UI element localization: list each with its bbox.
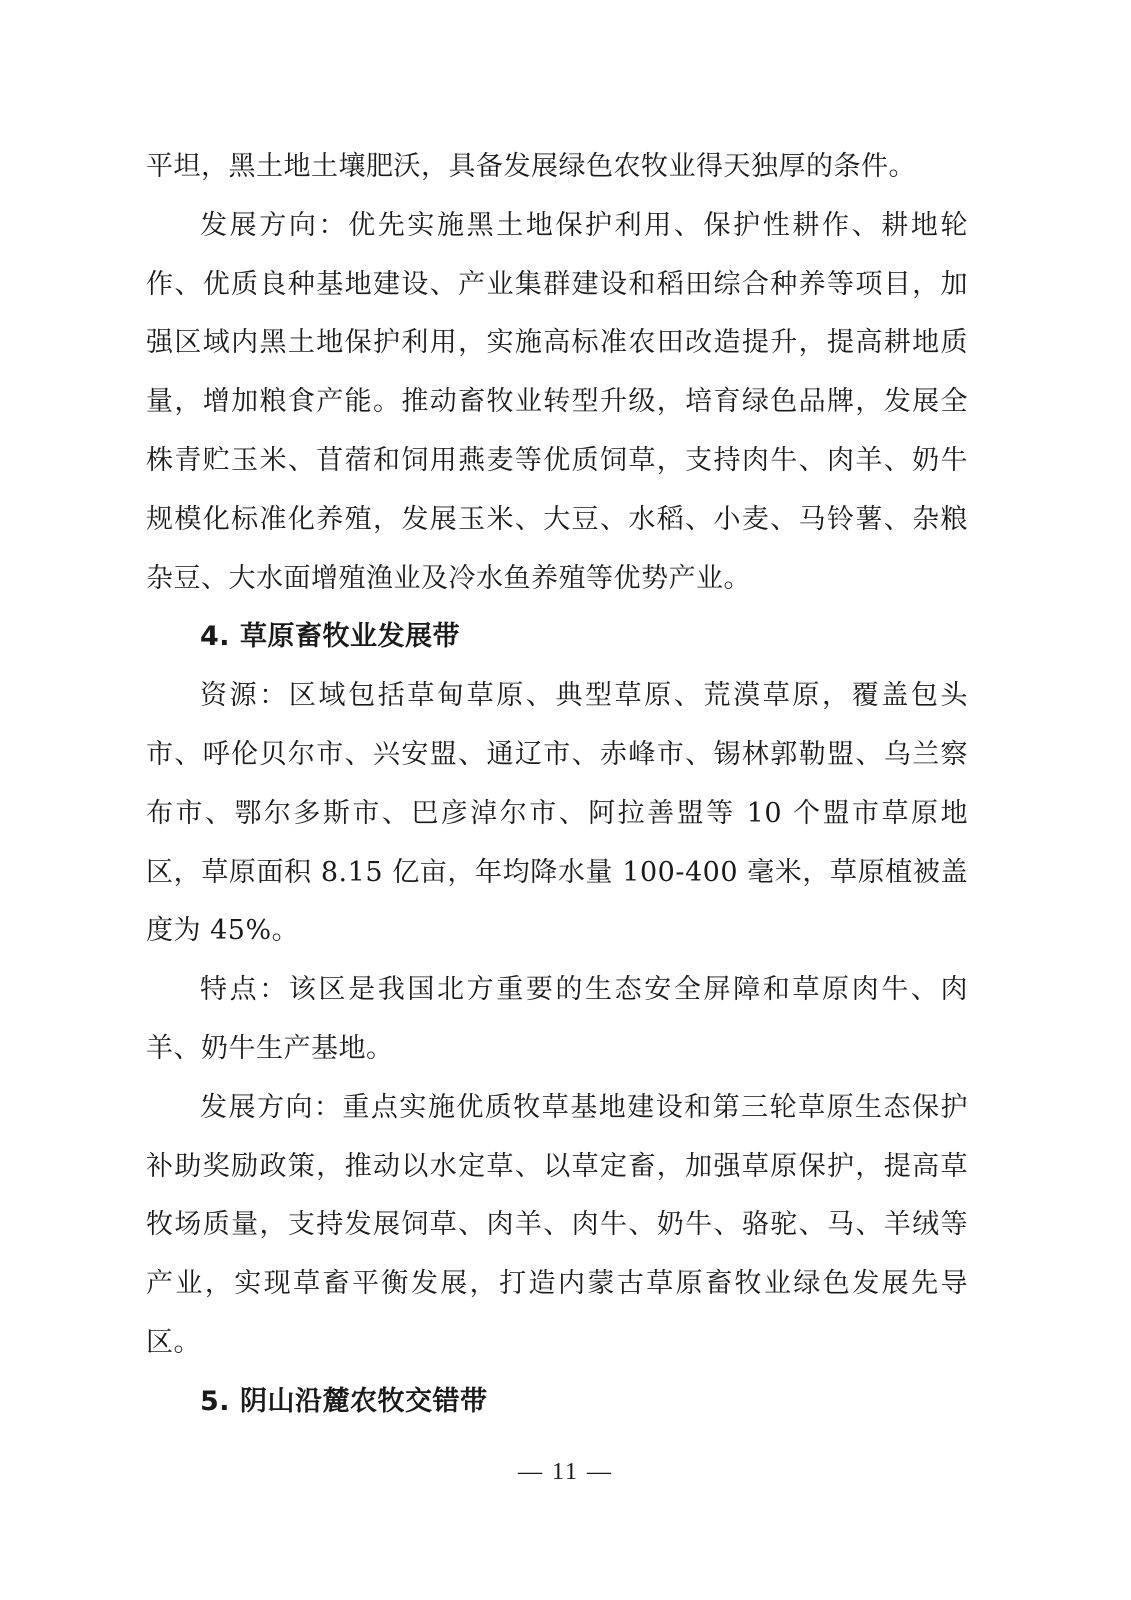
paragraph-features: 特点：该区是我国北方重要的生态安全屏障和草原肉牛、肉羊、奶牛生产基地。 [146, 974, 968, 1064]
section-heading-5: 5. 阴山沿麓农牧交错带 [200, 1385, 488, 1417]
document-body [146, 138, 968, 1432]
paragraph-resources: 资源：区域包括草甸草原、典型草原、荒漠草原，覆盖包头市、呼伦贝尔市、兴安盟、通辽市、赤峰市、锡林郭勒盟、乌兰察布市、鄂尔多斯市、巴彦淖尔市、阿拉善盟等 10 个盟市草原地区，草原面积 8.15 亿亩，年均降水量 100-400 毫米，草原植被盖度为 45%。 [146, 680, 968, 947]
paragraph-continuation: 平坦，黑土地土壤肥沃，具备发展绿色农牧业得天独厚的条件。 [146, 151, 916, 182]
paragraph-development-direction-2: 发展方向：重点实施优质牧草基地建设和第三轮草原生态保护补助奖励政策，推动以水定草、以草定畜，加强草原保护，提高草牧场质量，支持发展饲草、肉羊、肉牛、奶牛、骆驼、马、羊绒等产业，实现草畜平衡发展，打造内蒙古草原畜牧业绿色发展先导区。 [146, 1091, 968, 1358]
page-number: — 11 — [517, 1459, 614, 1485]
paragraph-development-direction-1: 发展方向：优先实施黑土地保护利用、保护性耕作、耕地轮作、优质良种基地建设、产业集群建设和稻田综合种养等项目，加强区域内黑土地保护利用，实施高标准农田改造提升，提高耕地质量，增加粮食产能。推动畜牧业转型升级，培育绿色品牌，发展全株青贮玉米、苜蓿和饲用燕麦等优质饲草，支持肉牛、肉羊、奶牛规模化标准化养殖，发展玉米、大豆、水稻、小麦、马铃薯、杂粮杂豆、大水面增殖渔业及冷水鱼养殖等优势产业。 [146, 209, 968, 594]
section-heading-4: 4. 草原畜牧业发展带 [200, 621, 460, 653]
